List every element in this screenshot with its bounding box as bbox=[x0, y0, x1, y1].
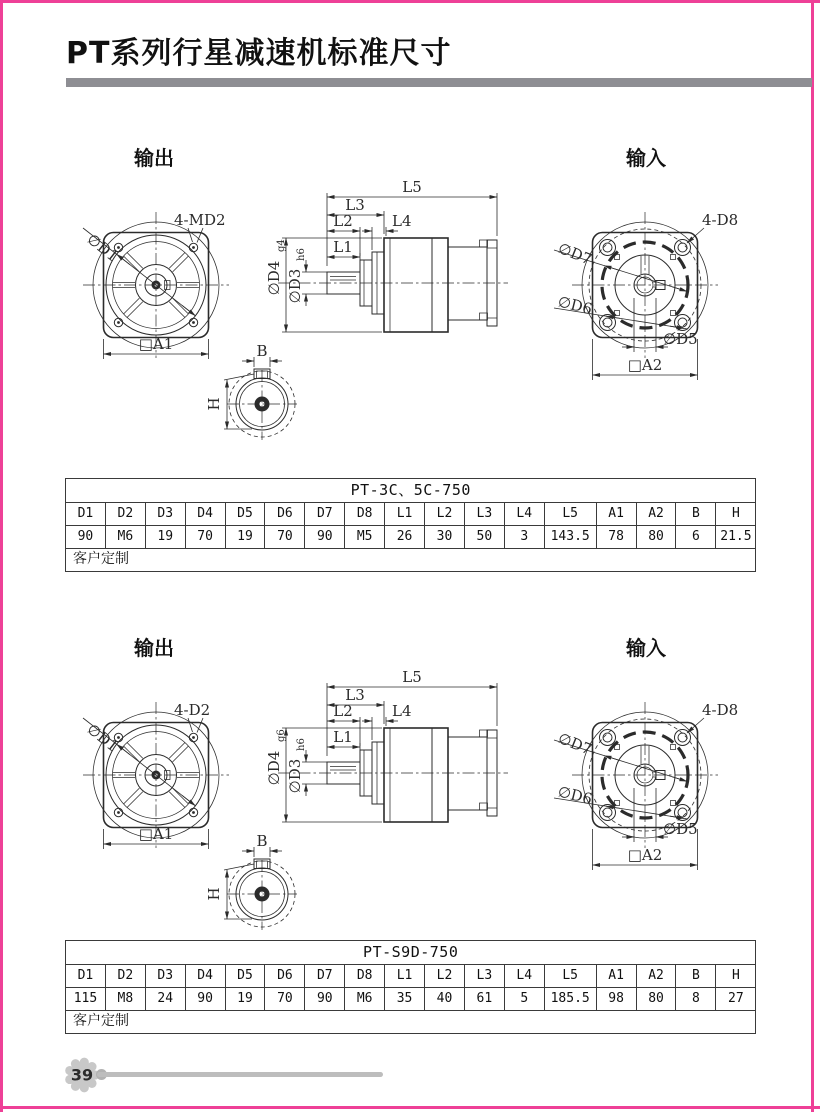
dimension-table-2 bbox=[65, 940, 756, 1034]
table-header-cell: L1 bbox=[385, 503, 425, 526]
title-underline-bar bbox=[66, 78, 812, 87]
table-value-cell: 90 bbox=[305, 988, 345, 1011]
side-view bbox=[265, 178, 508, 332]
table-header-cell: D4 bbox=[185, 965, 225, 988]
dim-label-d4-tol: g4 bbox=[276, 239, 287, 252]
table-value-cell: M5 bbox=[345, 526, 385, 549]
table-footer-note: 客户定制 bbox=[66, 1011, 756, 1034]
table-header-cell: D1 bbox=[66, 503, 106, 526]
dim-label-l3: L3 bbox=[345, 196, 365, 214]
table-header-cell: A2 bbox=[636, 503, 676, 526]
table-value-cell: 19 bbox=[225, 988, 265, 1011]
table-value-cell: 70 bbox=[265, 988, 305, 1011]
table-header-cell: B bbox=[676, 503, 716, 526]
table-value-cell: 50 bbox=[464, 526, 504, 549]
section2-input-label: 输入 bbox=[626, 636, 666, 660]
page-border-bottom bbox=[0, 1106, 820, 1109]
table-value-cell: 35 bbox=[385, 988, 425, 1011]
table-value-cell: 78 bbox=[596, 526, 636, 549]
table-value-cell: 185.5 bbox=[544, 988, 596, 1011]
dim-label-a1: □A1 bbox=[138, 825, 174, 843]
table-header-cell: D5 bbox=[225, 965, 265, 988]
dimension-table-1 bbox=[65, 478, 756, 572]
dim-label-d1: ∅D1 bbox=[83, 229, 122, 266]
table-header-cell: L5 bbox=[544, 965, 596, 988]
dim-label-d6: ∅D6 bbox=[556, 782, 594, 809]
table-header-cell: D1 bbox=[66, 965, 106, 988]
table-value-cell: M8 bbox=[105, 988, 145, 1011]
dim-label-bolt-input: 4-D8 bbox=[702, 701, 739, 719]
table-value-cell: 24 bbox=[145, 988, 185, 1011]
table-value-cell: 80 bbox=[636, 988, 676, 1011]
table-header-cell: L3 bbox=[464, 503, 504, 526]
table-value-cell: 3 bbox=[504, 526, 544, 549]
dim-label-d7: ∅D7 bbox=[555, 239, 595, 269]
section1-drawings bbox=[0, 140, 820, 470]
table-value-cell: 98 bbox=[596, 988, 636, 1011]
dim-label-l1: L1 bbox=[333, 238, 353, 256]
dim-label-l5: L5 bbox=[402, 668, 422, 686]
dim-label-l4: L4 bbox=[392, 212, 412, 230]
dim-label-bolt-output: 4-D2 bbox=[174, 701, 211, 719]
table-footer-note: 客户定制 bbox=[66, 549, 756, 572]
table-header-cell: D8 bbox=[345, 503, 385, 526]
side-view bbox=[265, 668, 508, 822]
table-value-cell: 27 bbox=[716, 988, 756, 1011]
table-header-cell: D7 bbox=[305, 503, 345, 526]
dim-label-h: H bbox=[205, 887, 223, 901]
dim-label-l3: L3 bbox=[345, 686, 365, 704]
dim-label-a1: □A1 bbox=[138, 335, 174, 353]
dim-label-bolt-input: 4-D8 bbox=[702, 211, 739, 229]
page-border-top bbox=[0, 0, 820, 3]
table-header-cell: H bbox=[716, 503, 756, 526]
section2-drawings bbox=[0, 630, 820, 960]
table-value-cell: 40 bbox=[425, 988, 465, 1011]
table-header-row bbox=[66, 965, 756, 988]
dim-label-d5: ∅D5 bbox=[663, 330, 698, 348]
output-flange-view bbox=[83, 701, 229, 849]
dim-label-d4: ∅D4 bbox=[265, 750, 283, 786]
table-value-cell: 70 bbox=[185, 526, 225, 549]
page-number: 39 bbox=[70, 1065, 94, 1085]
dim-label-d3-tol: h6 bbox=[296, 738, 307, 751]
dim-label-a2: □A2 bbox=[627, 846, 663, 864]
dim-label-a2: □A2 bbox=[627, 356, 663, 374]
table-value-cell: 115 bbox=[66, 988, 106, 1011]
table-value-cell: 143.5 bbox=[544, 526, 596, 549]
table-value-cell: 90 bbox=[185, 988, 225, 1011]
table-header-cell: D3 bbox=[145, 965, 185, 988]
input-flange-view bbox=[554, 701, 738, 870]
table-header-cell: B bbox=[676, 965, 716, 988]
dim-label-h: H bbox=[205, 397, 223, 411]
shaft-section-view bbox=[205, 342, 297, 440]
dim-label-bolt-output: 4-MD2 bbox=[174, 211, 226, 229]
table-header-cell: L3 bbox=[464, 965, 504, 988]
table-value-cell: 26 bbox=[385, 526, 425, 549]
table-value-cell: M6 bbox=[105, 526, 145, 549]
dim-label-d3: ∅D3 bbox=[286, 758, 304, 794]
dim-label-b: B bbox=[256, 832, 268, 850]
table-value-cell: 21.5 bbox=[716, 526, 756, 549]
table-value-cell: 19 bbox=[145, 526, 185, 549]
table-header-cell: D6 bbox=[265, 965, 305, 988]
dim-label-d3: ∅D3 bbox=[286, 268, 304, 304]
table-header-cell: D8 bbox=[345, 965, 385, 988]
section1-input-label: 输入 bbox=[626, 146, 666, 170]
table-header-cell: L4 bbox=[504, 503, 544, 526]
dim-label-l4: L4 bbox=[392, 702, 412, 720]
table-value-cell: 19 bbox=[225, 526, 265, 549]
input-flange-view bbox=[554, 211, 738, 380]
table-value-cell: 5 bbox=[504, 988, 544, 1011]
shaft-section-view bbox=[205, 832, 297, 930]
dim-label-d6: ∅D6 bbox=[556, 292, 594, 319]
table-header-cell: D3 bbox=[145, 503, 185, 526]
table-header-cell: D4 bbox=[185, 503, 225, 526]
table-value-cell: 30 bbox=[425, 526, 465, 549]
page-title: PT系列行星减速机标准尺寸 bbox=[66, 36, 452, 71]
table-value-cell: 61 bbox=[464, 988, 504, 1011]
dim-label-d1: ∅D1 bbox=[83, 719, 122, 756]
table-header-cell: D2 bbox=[105, 503, 145, 526]
dim-label-d7: ∅D7 bbox=[555, 729, 595, 759]
table-header-row bbox=[66, 503, 756, 526]
table-value-cell: 90 bbox=[66, 526, 106, 549]
table-value-cell: M6 bbox=[345, 988, 385, 1011]
table-header-cell: D2 bbox=[105, 965, 145, 988]
table-header-cell: L5 bbox=[544, 503, 596, 526]
table-header-cell: D7 bbox=[305, 965, 345, 988]
table-value-cell: 8 bbox=[676, 988, 716, 1011]
section1-output-label: 输出 bbox=[134, 146, 174, 170]
table-value-cell: 80 bbox=[636, 526, 676, 549]
table-value-cell: 6 bbox=[676, 526, 716, 549]
table-header-cell: A1 bbox=[596, 965, 636, 988]
dim-label-d5: ∅D5 bbox=[663, 820, 698, 838]
table-header-cell: D5 bbox=[225, 503, 265, 526]
table-header-cell: L2 bbox=[425, 965, 465, 988]
table-header-cell: L1 bbox=[385, 965, 425, 988]
table-header-cell: A1 bbox=[596, 503, 636, 526]
table-value-cell: 90 bbox=[305, 526, 345, 549]
output-flange-view bbox=[83, 211, 229, 359]
dim-label-l5: L5 bbox=[402, 178, 422, 196]
table-header-cell: H bbox=[716, 965, 756, 988]
dim-label-l2: L2 bbox=[333, 212, 353, 230]
dim-label-l2: L2 bbox=[333, 702, 353, 720]
table-value-cell: 70 bbox=[265, 526, 305, 549]
table-title: PT-3C、5C-750 bbox=[66, 479, 756, 503]
section2-output-label: 输出 bbox=[134, 636, 174, 660]
dim-label-d3-tol: h6 bbox=[296, 248, 307, 261]
dim-label-b: B bbox=[256, 342, 268, 360]
table-header-cell: D6 bbox=[265, 503, 305, 526]
footer-rule-line bbox=[97, 1072, 383, 1077]
table-title: PT-S9D-750 bbox=[66, 941, 756, 965]
table-value-row bbox=[66, 988, 756, 1011]
table-header-cell: L2 bbox=[425, 503, 465, 526]
dim-label-d4-tol: g6 bbox=[276, 729, 287, 742]
table-header-cell: L4 bbox=[504, 965, 544, 988]
table-value-row bbox=[66, 526, 756, 549]
dim-label-d4: ∅D4 bbox=[265, 260, 283, 296]
table-header-cell: A2 bbox=[636, 965, 676, 988]
dim-label-l1: L1 bbox=[333, 728, 353, 746]
